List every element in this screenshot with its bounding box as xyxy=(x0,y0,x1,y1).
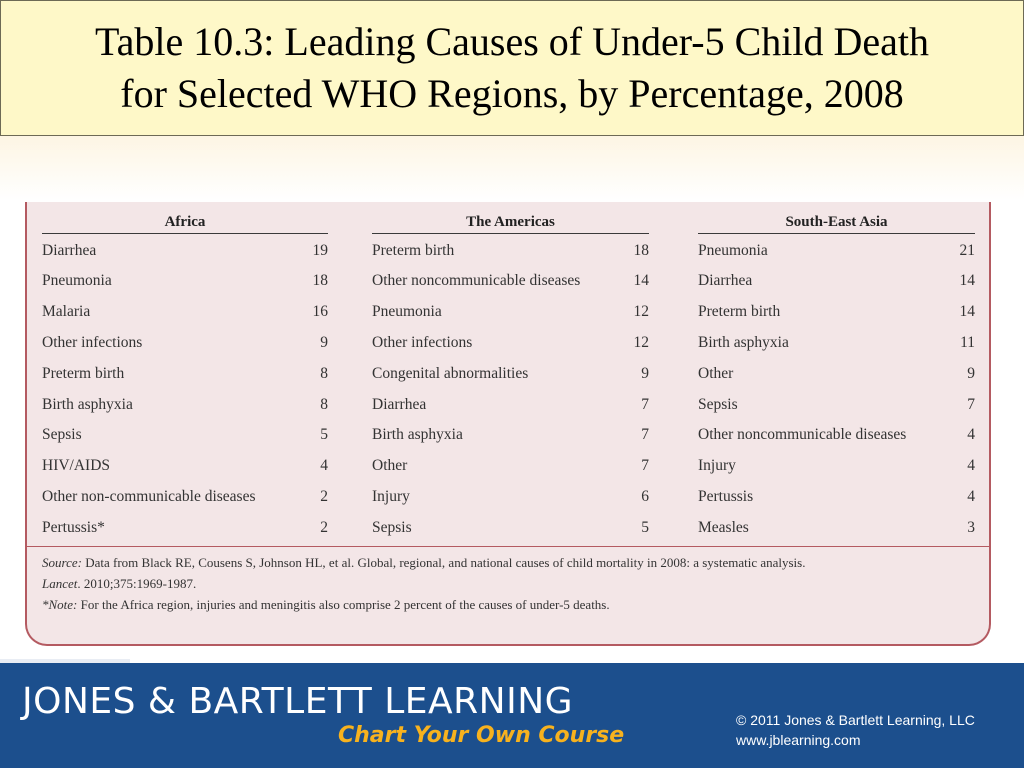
table-row xyxy=(42,266,328,297)
percent-value: 4 xyxy=(320,457,328,475)
title-line-2: for Selected WHO Regions, by Percentage, 2008 xyxy=(120,71,904,116)
percent-value: 4 xyxy=(967,426,975,444)
footnote xyxy=(42,594,972,615)
table-row xyxy=(372,297,649,328)
table-row xyxy=(372,358,649,389)
percent-value: 8 xyxy=(320,364,328,382)
citation-text: . 2010;375:1969-1987. xyxy=(77,576,197,591)
table-row xyxy=(42,297,328,328)
table-row xyxy=(698,236,975,266)
column-header: Africa xyxy=(42,210,328,234)
notes-divider xyxy=(27,546,989,547)
cause-label: Preterm birth xyxy=(42,364,125,382)
table-row xyxy=(372,236,649,266)
percent-value: 19 xyxy=(312,242,328,259)
percent-value: 8 xyxy=(320,395,328,413)
table-row xyxy=(372,328,649,359)
percent-value: 11 xyxy=(960,333,975,351)
table-row xyxy=(42,389,328,420)
column-rows xyxy=(42,236,328,543)
column-header: South-East Asia xyxy=(698,210,975,234)
cause-label: Birth asphyxia xyxy=(698,333,789,351)
percent-value: 14 xyxy=(959,272,975,290)
percent-value: 7 xyxy=(641,457,649,475)
percent-value: 7 xyxy=(641,395,649,413)
table-notes xyxy=(42,552,972,615)
column-africa xyxy=(42,210,328,543)
cause-label: Sepsis xyxy=(372,518,412,536)
cause-label: Pneumonia xyxy=(698,242,768,259)
table-row xyxy=(372,482,649,513)
table-row xyxy=(698,512,975,543)
table-row xyxy=(42,451,328,482)
cause-label: Other xyxy=(372,457,408,475)
percent-value: 18 xyxy=(312,272,328,290)
column-rows xyxy=(372,236,649,543)
cause-label: Injury xyxy=(698,457,736,475)
publisher-tagline: Chart Your Own Course xyxy=(338,723,625,748)
cause-label: Congenital abnormalities xyxy=(372,364,529,382)
percent-value: 14 xyxy=(633,272,649,290)
column-header: The Americas xyxy=(372,210,649,234)
website-text: www.jblearning.com xyxy=(736,732,861,748)
percent-value: 4 xyxy=(967,487,975,505)
copyright-block xyxy=(736,710,975,750)
cause-label: Birth asphyxia xyxy=(42,395,133,413)
percent-value: 12 xyxy=(633,333,649,351)
cause-label: Diarrhea xyxy=(372,395,427,413)
cause-label: Pneumonia xyxy=(372,303,442,321)
table-row xyxy=(42,420,328,451)
percent-value: 5 xyxy=(641,518,649,536)
source-note xyxy=(42,552,972,594)
publisher-logo-text: JONES & BARTLETT LEARNING xyxy=(22,681,574,722)
percent-value: 6 xyxy=(641,487,649,505)
journal-name: Lancet xyxy=(42,576,78,591)
column-americas xyxy=(372,210,649,543)
table-row xyxy=(372,266,649,297)
percent-value: 4 xyxy=(967,457,975,475)
table-row xyxy=(42,358,328,389)
percent-value: 16 xyxy=(312,303,328,321)
percent-value: 9 xyxy=(320,333,328,351)
cause-label: Preterm birth xyxy=(372,242,455,259)
table-panel xyxy=(25,202,991,646)
slide-title xyxy=(0,0,1024,136)
table-row xyxy=(42,236,328,266)
title-line-1: Table 10.3: Leading Causes of Under-5 Child Death xyxy=(95,19,929,64)
table-row xyxy=(42,328,328,359)
table-row xyxy=(42,482,328,513)
cause-label: Pertussis* xyxy=(42,518,105,536)
cause-label: Preterm birth xyxy=(698,303,781,321)
column-rows xyxy=(698,236,975,543)
cause-label: Other noncommunicable diseases xyxy=(372,272,581,290)
table-row xyxy=(698,420,975,451)
percent-value: 7 xyxy=(641,426,649,444)
table-row xyxy=(372,451,649,482)
percent-value: 18 xyxy=(633,242,649,259)
note-label: *Note: xyxy=(42,597,78,612)
percent-value: 21 xyxy=(959,242,975,259)
cause-label: Injury xyxy=(372,487,410,505)
percent-value: 9 xyxy=(967,364,975,382)
table-row xyxy=(698,328,975,359)
cause-label: Pneumonia xyxy=(42,272,112,290)
table-row xyxy=(698,266,975,297)
table-row xyxy=(698,358,975,389)
cause-label: Other noncommunicable diseases xyxy=(698,426,907,444)
cause-label: Malaria xyxy=(42,303,91,321)
cause-label: HIV/AIDS xyxy=(42,457,111,475)
cause-label: Other non-communicable diseases xyxy=(42,487,256,505)
cause-label: Birth asphyxia xyxy=(372,426,463,444)
percent-value: 5 xyxy=(320,426,328,444)
source-text: Data from Black RE, Cousens S, Johnson HL, et al. Global, regional, and national causes of child mortality in 2008: a systematic analysis. xyxy=(85,555,806,570)
percent-value: 3 xyxy=(967,518,975,536)
cause-label: Other infections xyxy=(42,333,143,351)
source-label: Source: xyxy=(42,555,82,570)
percent-value: 14 xyxy=(959,303,975,321)
percent-value: 2 xyxy=(320,518,328,536)
publisher-footer xyxy=(0,663,1024,768)
table-row xyxy=(698,389,975,420)
percent-value: 7 xyxy=(967,395,975,413)
copyright-text: © 2011 Jones & Bartlett Learning, LLC xyxy=(736,712,975,728)
column-south-east-asia xyxy=(698,210,975,543)
cause-label: Diarrhea xyxy=(698,272,753,290)
cause-label: Pertussis xyxy=(698,487,754,505)
cause-label: Sepsis xyxy=(698,395,738,413)
note-text: For the Africa region, injuries and meningitis also comprise 2 percent of the causes of under-5 deaths. xyxy=(80,597,610,612)
cause-label: Other infections xyxy=(372,333,473,351)
table-row xyxy=(372,389,649,420)
cause-label: Sepsis xyxy=(42,426,82,444)
table-row xyxy=(698,297,975,328)
cause-label: Other xyxy=(698,364,734,382)
table-row xyxy=(372,512,649,543)
cause-label: Measles xyxy=(698,518,749,536)
percent-value: 12 xyxy=(633,303,649,321)
table-row xyxy=(698,482,975,513)
percent-value: 2 xyxy=(320,487,328,505)
table-row xyxy=(42,512,328,543)
table-row xyxy=(698,451,975,482)
cause-label: Diarrhea xyxy=(42,242,97,259)
table-row xyxy=(372,420,649,451)
percent-value: 9 xyxy=(641,364,649,382)
